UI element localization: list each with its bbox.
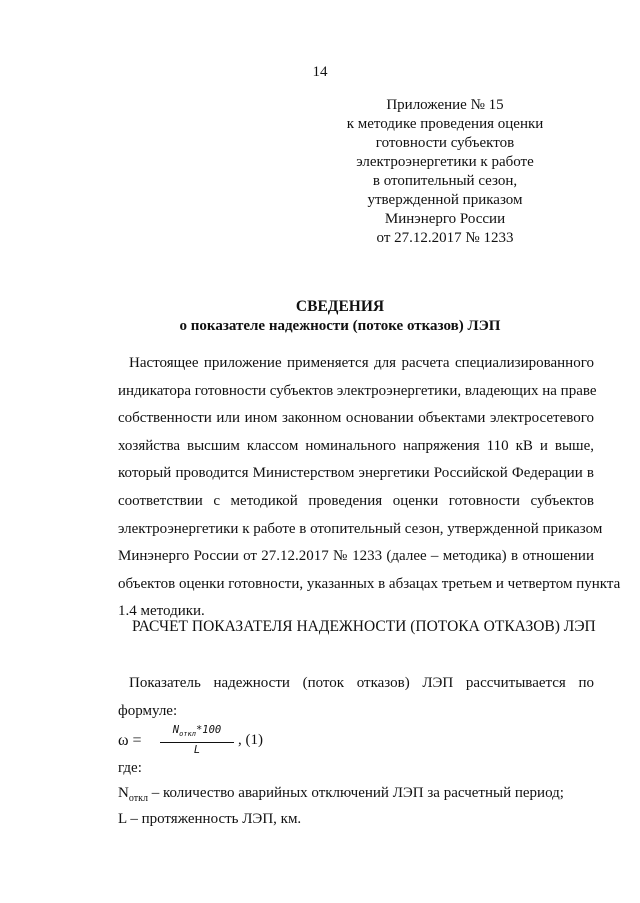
definition-n xyxy=(118,785,564,804)
definition-n-subscript: откл xyxy=(128,793,148,804)
paragraph-line: индикатора готовности субъектов электроэнергетики, владеющих на праве xyxy=(118,382,597,399)
paragraph-line: формуле: xyxy=(118,702,178,719)
paragraph-line: электроэнергетики к работе в отопительный сезон, утвержденной приказом xyxy=(118,520,603,537)
definition-l: L – протяженность ЛЭП, км. xyxy=(118,811,302,827)
paragraph-line: соответствии с методикой проведения оценки готовности субъектов xyxy=(118,492,594,509)
appendix-line: от 27.12.2017 № 1233 xyxy=(376,230,514,246)
formula-fraction xyxy=(160,724,234,757)
paragraph-line: собственности или ином законном основании объектами электросетевого xyxy=(118,410,594,427)
formula-intro xyxy=(118,670,594,725)
appendix-line: Минэнерго России xyxy=(384,211,506,227)
section-title: РАСЧЕТ ПОКАЗАТЕЛЯ НАДЕЖНОСТИ (ПОТОКА ОТКАЗОВ) ЛЭП xyxy=(132,618,596,635)
appendix-line: в отопительный сезон, xyxy=(372,173,518,189)
formula-numerator xyxy=(160,724,234,741)
appendix-line: к методике проведения оценки xyxy=(346,116,544,132)
numerator-subscript: откл xyxy=(179,730,196,739)
intro-paragraph xyxy=(118,350,621,626)
paragraph-line: Показатель надежности (поток отказов) ЛЭП рассчитывается по xyxy=(129,675,594,691)
appendix-block xyxy=(330,96,560,248)
definition-n-text: – количество аварийных отключений ЛЭП за расчетный период; xyxy=(147,785,564,801)
paragraph-line: хозяйства высшим классом номинального напряжения 110 кВ и выше, xyxy=(118,437,594,454)
paragraph-line: Минэнерго России от 27.12.2017 № 1233 (далее – методика) в отношении xyxy=(118,548,594,565)
appendix-line: утвержденной приказом xyxy=(367,192,523,208)
definition-n-symbol: N xyxy=(118,785,129,801)
numerator-symbol: N xyxy=(172,724,180,736)
paragraph-line: объектов оценки готовности, указанных в абзацах третьем и четвертом пункта xyxy=(118,575,621,592)
formula-lhs: ω = xyxy=(118,732,142,749)
formula-number: , (1) xyxy=(238,732,263,748)
paragraph-line: который проводится Министерством энергетики Российской Федерации в xyxy=(118,465,594,482)
paragraph-line: Настоящее приложение применяется для расчета специализированного xyxy=(129,355,594,371)
appendix-line: Приложение № 15 xyxy=(386,97,504,113)
paragraph-line: 1.4 методики. xyxy=(118,603,205,620)
fraction-bar xyxy=(160,742,234,743)
page-number: 14 xyxy=(312,64,328,80)
numerator-rest: *100 xyxy=(195,724,222,736)
formula-denominator: L xyxy=(193,744,201,757)
document-subtitle: о показателе надежности (потоке отказов) ЛЭП xyxy=(179,318,501,334)
where-label: где: xyxy=(118,760,142,776)
document-title: СВЕДЕНИЯ xyxy=(295,298,385,315)
appendix-line: электроэнергетики к работе xyxy=(356,154,534,170)
appendix-line: готовности субъектов xyxy=(375,135,515,151)
